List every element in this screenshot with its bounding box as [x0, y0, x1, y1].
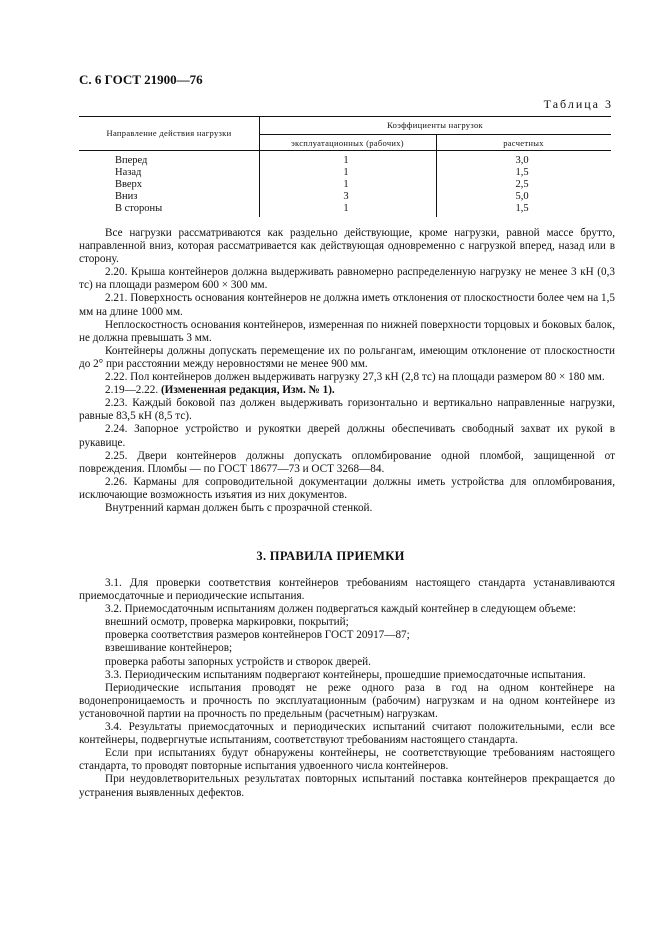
- paragraph: 3.3. Периодическим испытаниям подвергают контейнеры, прошедшие приемосдаточные испытания.: [105, 668, 586, 681]
- header-direction: Направление действия нагрузки: [106, 128, 232, 138]
- paragraph: 2.20. Крыша контейнеров должна выдерживать равномерно распределенную нагрузку не менее 3 кН (0,3 тс) на площади размером 600 × 300 мм.: [79, 266, 615, 292]
- list-item: взвешивание контейнеров;: [105, 642, 233, 655]
- paragraph: 3.1. Для проверки соответствия контейнеров требованиям настоящего стандарта устанавливаются приемосдаточные и периодические испытания.: [79, 577, 615, 603]
- cell-design: 5,0: [515, 191, 529, 202]
- cell-operational: 1: [343, 179, 349, 190]
- paragraph: 2.22. Пол контейнеров должен выдерживать нагрузку 27,3 кН (2,8 тс) на площади размером 80 × 180 мм.: [105, 371, 605, 384]
- section-2-continuation: [79, 227, 615, 515]
- header-operational: эксплуатационных (рабочих): [291, 138, 404, 148]
- paragraph: При неудовлетворительных результатах повторных испытаний поставка контейнеров прекращается до устранения выявленных дефектов.: [79, 773, 615, 799]
- paragraph: Контейнеры должны допускать перемещение их по рольгангам, имеющим отклонение от плоскостности до 2° при расстоянии между неровностями не менее 900 мм.: [79, 344, 615, 370]
- paragraph: 2.21. Поверхность основания контейнеров не должна иметь отклонения от плоскостности более чем на 1,5 мм на длине 1000 мм.: [79, 292, 615, 318]
- paragraph: Периодические испытания проводят не реже одного раза в год на одном контейнере на водонепроницаемость и прочность по эксплуатационным (рабочим) нагрузкам и на одном контейнере из установочной партии на прочность по предельным (расчетным) нагрузкам.: [79, 681, 615, 720]
- cell-direction: Вниз: [115, 191, 138, 202]
- table-row: [79, 179, 611, 191]
- cell-design: 3,0: [515, 155, 529, 166]
- paragraph: 3.4. Результаты приемосдаточных и периодических испытаний считают положительными, если все контейнеры, подвергнутые испытаниям, соответствуют требованиям настоящего стандарта.: [79, 721, 615, 747]
- table-row: [79, 203, 611, 215]
- cell-design: 1,5: [515, 167, 529, 178]
- cell-direction: В стороны: [115, 203, 163, 214]
- table-row: [79, 155, 611, 167]
- paragraph: 2.23. Каждый боковой паз должен выдерживать горизонтально и вертикально направленные нагрузки, равные 83,5 кН (8,5 тс).: [79, 397, 615, 423]
- table-row: [79, 167, 611, 179]
- cell-operational: 1: [343, 203, 349, 214]
- paragraph: Все нагрузки рассматриваются как раздельно действующие, кроме нагрузки, равной массе брутто, направленной вниз, которая рассматривается как действующая одновременно с нагрузкой вперед, назад или в сторону.: [79, 227, 615, 266]
- list-item: проверка соответствия размеров контейнеров ГОСТ 20917—87;: [105, 629, 410, 642]
- table-subheader-rule: [259, 134, 611, 135]
- paragraph: Если при испытаниях будут обнаружены контейнеры, не соответствующие требованиям настоящего стандарта, то проводят повторные испытания удвоенного числа контейнеров.: [79, 747, 615, 773]
- cell-operational: 3: [343, 191, 349, 202]
- table-top-rule: [79, 116, 611, 117]
- cell-design: 2,5: [515, 179, 529, 190]
- table-row: [79, 191, 611, 203]
- table-caption: Таблица 3: [543, 97, 613, 111]
- table-header-bottom-rule: [79, 150, 611, 151]
- paragraph: 2.26. Карманы для сопроводительной документации должны иметь устройства для опломбирования, исключающие возможность изъятия из них документов.: [79, 475, 615, 501]
- cell-direction: Вверх: [115, 179, 143, 190]
- header-coefficients: Коэффициенты нагрузок: [387, 120, 483, 130]
- section-3-body: [79, 577, 615, 800]
- header-design: расчетных: [503, 138, 544, 148]
- cell-direction: Назад: [115, 167, 142, 178]
- cell-operational: 1: [343, 167, 349, 178]
- page-header: С. 6 ГОСТ 21900—76: [79, 72, 203, 87]
- amendment-note: [79, 384, 615, 397]
- amendment-text: (Измененная редакция, Изм. № 1).: [160, 384, 335, 397]
- cell-design: 1,5: [515, 203, 529, 214]
- cell-direction: Вперед: [115, 155, 148, 166]
- cell-operational: 1: [343, 155, 349, 166]
- paragraph: Внутренний карман должен быть с прозрачной стенкой.: [105, 501, 373, 514]
- section-title: 3. ПРАВИЛА ПРИЕМКИ: [256, 549, 405, 563]
- paragraph: 3.2. Приемосдаточным испытаниям должен подвергаться каждый контейнер в следующем объеме:: [105, 603, 576, 616]
- list-item: проверка работы запорных устройств и створок дверей.: [105, 655, 371, 668]
- paragraph: 2.24. Запорное устройство и рукоятки дверей должны обеспечивать свободный захват их рукой в рукавице.: [79, 423, 615, 449]
- paragraph: Неплоскостность основания контейнеров, измеренная по нижней поверхности торцовых и боковых балок, не должна превышать 3 мм.: [79, 318, 615, 344]
- list-item: внешний осмотр, проверка маркировки, покрытий;: [105, 616, 349, 629]
- amendment-range: 2.19—2.22.: [105, 384, 159, 397]
- paragraph: 2.25. Двери контейнеров должны допускать опломбирование одной пломбой, защищенной от повреждения. Пломбы — по ГОСТ 18677—73 и ОСТ 3268—84.: [79, 449, 615, 475]
